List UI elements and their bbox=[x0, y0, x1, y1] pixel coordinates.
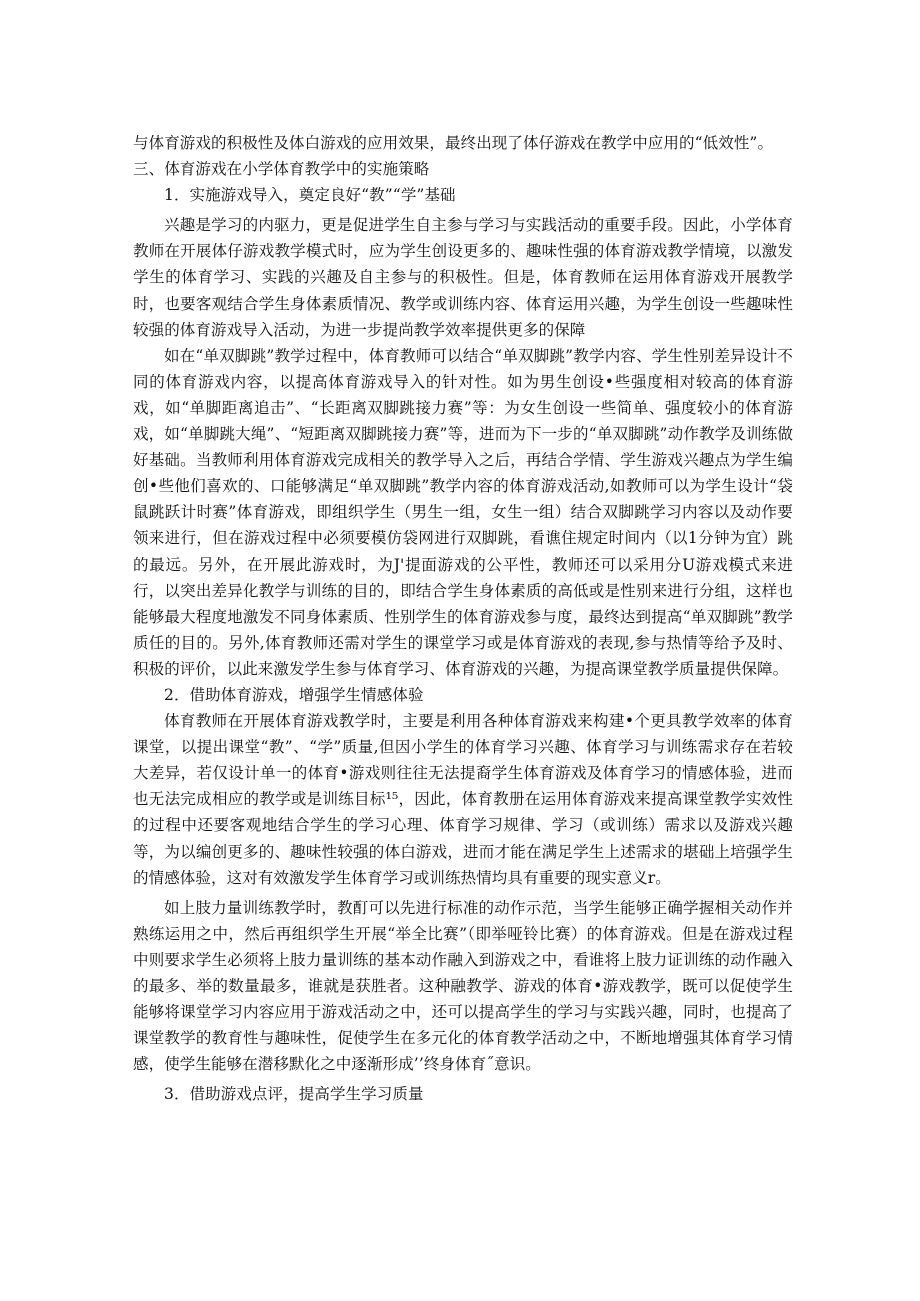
subheading-1: 1．实施游戏导入，奠定良好“教”“学”基础 bbox=[164, 186, 456, 205]
subheading-3: 3．借助游戏点评，提高学生学习质量 bbox=[164, 1085, 424, 1104]
section-heading-3: 三、体育游戏在小学体育教学中的实施策略 bbox=[133, 160, 430, 179]
paragraph-1b: 如在“单双脚跳”教学过程中，体育教师可以结合“单双脚跳”教学内容、学生性别差异设计不同的体育游戏内容，以提高体育游戏导入的针对性。如为男生创设•些强度相对较高的体育游戏，如“单脚距离追击”、“长距离双脚跳接力赛”等：为女生创设一些简单、强度较小的体育游戏，如“单脚跳大绳”、“短距离双脚跳接力赛”等，进而为下一步的“单双脚跳”动作教学及训练做好基础。当教师利用体育游戏完成相关的教学导入之后，再结合学情、学生游戏兴趣点为学生编创•些他们喜欢的、口能够满足“单双脚跳”教学内容的体育游戏活动,如教师可以为学生设计“袋鼠跳跃计时赛”体育游戏，即组织学生（男生一组，女生一组）结合双脚跳学习内容以及动作要领来进行，但在游戏过程中必须要模仿袋网进行双脚跳，看谯住规定时间内（以1分钟为宜）跳的最远。另外，在开展此游戏时，为J'提面游戏的公平性，教师还可以采用分U游戏模式来进行，以突出差异化教学与训练的目的，即结合学生身体素质的高低或是性别来进行分组，这样也能够最大程度地激发不同身体素质、性别学生的体育游戏参与度，最终达到提高“单双脚跳”教学质任的目的。另外,体育教师还需对学生的课堂学习或是体育游戏的表现,参与热情等给予及时、积极的评价，以此来激发学生参与体育学习、体育游戏的兴趣，为提高课堂教学质量提供保障。 bbox=[133, 346, 793, 678]
document-body bbox=[133, 130, 793, 1107]
paragraph-2a: 体育教师在开展体育游戏教学时，主要是利用各种体育游戏来构建•个更具教学效率的体育课堂，以提出课堂“教”、“学”质量,但因小学生的体育学习兴趣、体育学习与训练需求存在若较大差异，若仅设计单一的体育•游戏则往往无法提裔学生体育游戏及体育学习的情感体验，进而也无法完成相应的教学或是训练目标¹⁵，因此，体育教册在运用体育游戏来提高课堂教学实效性的过程中还要客观地结合学生的学习心理、体育学习规律、学习（或训练）需求以及游戏兴趣等，为以编创更多的、趣味性较强的体白游戏，进而才能在满足学生上述需求的堪础上培强学生的情感体验，这对有效激发学生体育学习或训练热情均具有重要的现实意义r。 bbox=[133, 712, 793, 887]
paragraph-intro-continuation: 与体育游戏的积极性及体白游戏的应用效果，最终出现了体仔游戏在教学中应用的“低效性”。 bbox=[133, 134, 774, 152]
paragraph-1a: 兴趣是学习的内驱力，更是促进学生自主参与学习与实践活动的重要手段。因此，小学体育教师在开展体仔游戏教学模式时，应为学生创设更多的、趣味性强的体育游戏教学情境，以激发学生的体育学习、实践的兴趣及自主参与的积极性。但是，体育教师在运用体育游戏开展教学时，也要客观结合学生身体素质情况、教学或训练内容、体育运用兴趣，为学生创设一些趣味性较强的体育游戏导入活动，为进一步提尚教学效率提供更多的保障 bbox=[133, 216, 793, 339]
subheading-2: 2．借助体育游戏，增强学生情感体验 bbox=[164, 685, 424, 704]
paragraph-2b: 如上肢力量训练教学时，教酊可以先进行标准的动作示范，当学生能够正确学握相关动作并熟练运用之中，然后再组织学生开展“举全比赛”（即举哑铃比赛）的体育游戏。但是在游戏过程中则要求学生必须将上肢力量训练的基本动作融入到游戏之中，看谁将上肢力证训练的动作融入的最多、举的数量最多，谁就是获胜者。这种融教学、游戏的体育•游戏教学，既可以促使学生能够将课堂学习内容应用于游戏活动之中，还可以提高学生的学习与实践兴趣，同时，也提高了课堂教学的教育性与趣味性，促使学生在多元化的体育教学活动之中，不断地增强其体育学习情感，使学生能够在潜移默化之中逐渐形成’’终身体育˝意识。 bbox=[133, 898, 793, 1074]
